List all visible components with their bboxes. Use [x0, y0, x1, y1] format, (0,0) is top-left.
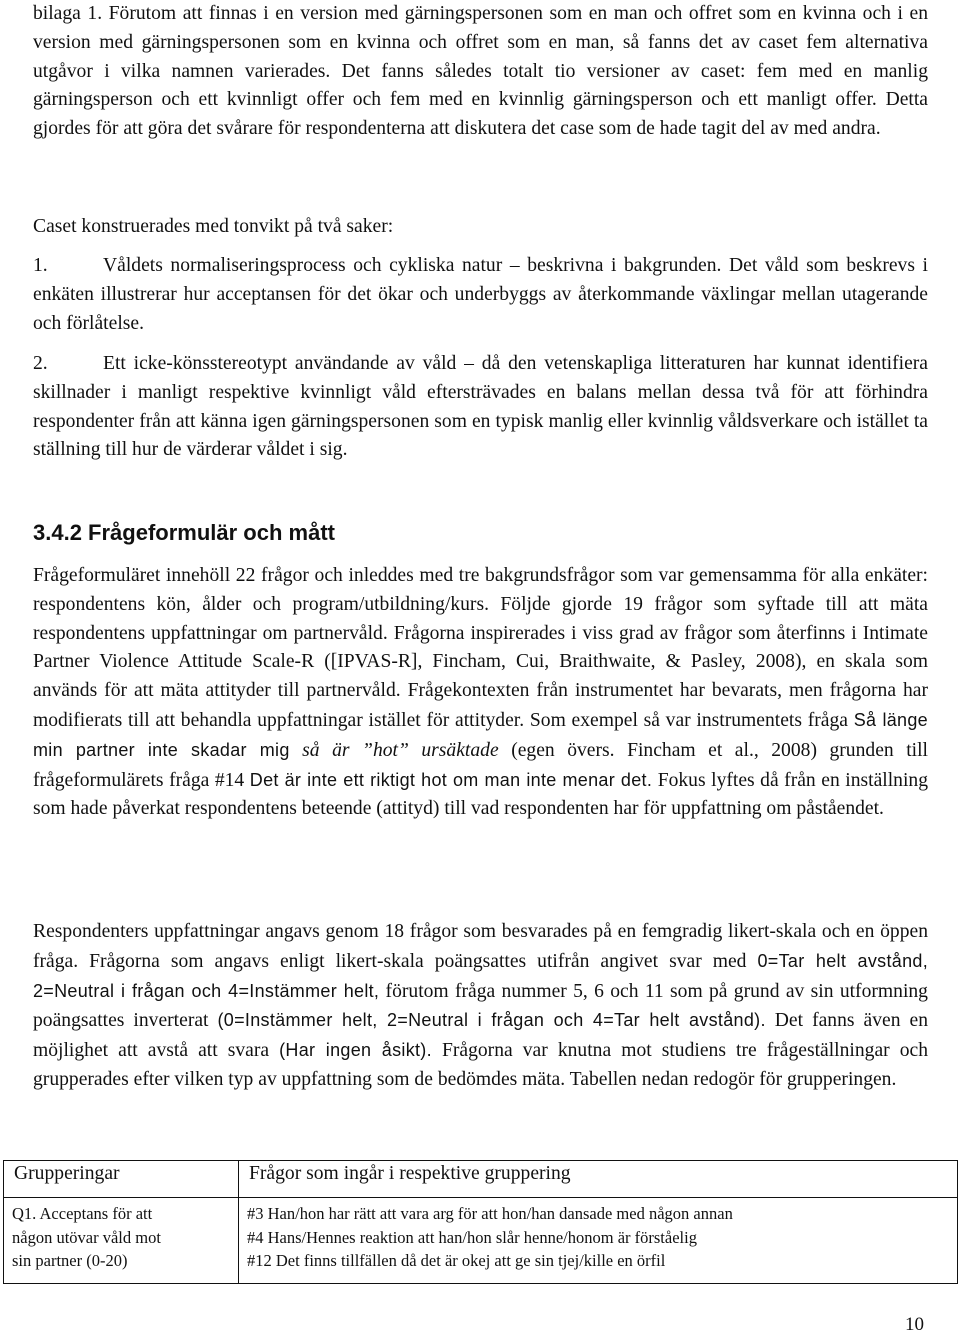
- para1-part-b: Det fanns således totalt tio versioner av caset: fem med en manlig gärningsperson och ett kvinnligt offer och fem med en kvinnlig gärningsperson och ett manligt offer. Detta gjordes för att göra det svårare för respondenterna att diskutera det case som de hade tagit del av med andra.: [33, 60, 928, 140]
- p4-text-a: Respondenters uppfattningar angavs genom 18 frågor som besvarades på en femgradig likert-skala och en öppen fråga. Frågorna som angavs enligt likert-skala poängsattes utifrån angivet svar med: [33, 921, 928, 972]
- question-item: #3 Han/hon har rätt att vara arg för att hon/han dansade med någon annan: [247, 1204, 733, 1223]
- question-item: #12 Det finns tillfällen då det är okej att ge sin tjej/kille en örfil: [247, 1251, 666, 1270]
- group-line: sin partner (0-20): [12, 1251, 128, 1270]
- table-cell-group: [4, 1198, 239, 1284]
- p3-instrument-question: Så länge min partner inte skadar mig: [33, 709, 928, 760]
- list-item-1-text: Våldets normaliseringsprocess och cykliska natur – beskrivna i bakgrunden. Det våld som beskrevs i enkäten illustrerar hur acceptansen för det ökar och underbyggs av återkommande växlingar mellan utagerande och förlåtelse.: [33, 255, 928, 334]
- section-heading: 3.4.2 Frågeformulär och mått: [33, 520, 335, 545]
- list-item-1: [33, 252, 928, 338]
- p3-question-14: Det är inte ett riktigt hot om man inte menar det.: [249, 769, 653, 790]
- p4-no-opinion: (Har ingen åsikt).: [279, 1040, 432, 1061]
- p4-text-b: förutom fråga nummer 5, 6 och 11 som på grund av sin utformning poängsattes inverterat: [33, 980, 928, 1032]
- para1-part-a: bilaga 1. Förutom att finnas i en version med gärningspersonen som en man och offret som en kvinna och i en version med gärningspersonen som en kvinna och offret som en man, så fanns det av caset fem alternativa utgåvor i vilka namnen varierades.: [33, 3, 928, 82]
- list-item-2: [33, 350, 928, 465]
- p4-scale-inverted: (0=Instämmer helt, 2=Neutral i frågan och 4=Tar helt avstånd).: [217, 1010, 766, 1031]
- page-number: 10: [905, 1314, 924, 1335]
- grouping-table: [3, 1160, 958, 1284]
- list-item-2-text: Ett icke-könsstereotypt användande av våld – då den vetenskapliga litteraturen har kunnat identifiera skillnader i manligt respektive kvinnligt våld eftersträvades en balans mellan dessa två för att förhindra respondenter från att känna igen gärningspersonen som en typisk manlig eller kvinnlig våldsverkare och istället ta ställning till hur de värderar våldet i sig.: [33, 353, 928, 461]
- paragraph-case-versions: [33, 0, 928, 144]
- p3-text-c: Fokus lyftes då från en inställning som hade påverkat respondentens beteende (attityd) till vad respondenten har för uppfattning om påståendet.: [33, 769, 928, 820]
- p4-text-c: Det fanns även en möjlighet att avstå att svara: [33, 1010, 928, 1062]
- list-item-2-number: 2.: [33, 353, 48, 374]
- p3-text-a: Frågeformuläret innehöll 22 frågor och inleddes med tre bakgrundsfrågor som var gemensamma för alla enkäter: respondentens kön, ålder och program/utbildning/kurs. Följde gjorde 19 frågor som syftade till att mäta respondentens uppfattningar om partnervåld. Frågorna inspirerades i viss grad av frågor som återfinns i Intimate Partner Violence Attitude Scale-R ([IPVAS-R], Fincham, Cui, Braithwaite, & Pasley, 2008), en skala som används för att mäta attityder till partnervåld. Frågekontexten från instrumentet har bevarats, men frågorna har modifierats till att behandla uppfattningar istället för attityder. Som exempel så var instrumentets fråga: [33, 565, 928, 731]
- table-cell-questions: [239, 1198, 958, 1284]
- question-item: #4 Hans/Hennes reaktion att han/hon slår henne/honom är förståelig: [247, 1227, 697, 1247]
- list-item-1-number: 1.: [33, 255, 48, 276]
- p3-text-b: (egen övers. Fincham et al., 2008) grunden till frågeformulärets fråga #14: [33, 739, 928, 791]
- group-line: någon utövar våld mot: [12, 1227, 161, 1247]
- table-header-row: [4, 1161, 958, 1198]
- table-header-questions: Frågor som ingår i respektive gruppering: [239, 1161, 958, 1198]
- paragraph-questionnaire: [33, 562, 928, 824]
- p4-text-d: Frågorna var knutna mot studiens tre frågeställningar och grupperades efter vilken typ av uppfattning som de bedömdes mäta. Tabellen nedan redogör för grupperingen.: [33, 1040, 929, 1090]
- paragraph-case-emphasis: Caset konstruerades med tonvikt på två saker:: [33, 216, 394, 237]
- p3-instrument-question-italic: så är ”hot” ursäktade: [302, 739, 499, 761]
- group-line: Q1. Acceptans för att: [12, 1204, 153, 1223]
- paragraph-likert-scale: [33, 918, 928, 1095]
- table-row: [4, 1198, 958, 1284]
- table-header-groups: Grupperingar: [4, 1161, 239, 1198]
- p4-scale-normal: 0=Tar helt avstånd, 2=Neutral i frågan och 4=Instämmer helt,: [33, 950, 928, 1001]
